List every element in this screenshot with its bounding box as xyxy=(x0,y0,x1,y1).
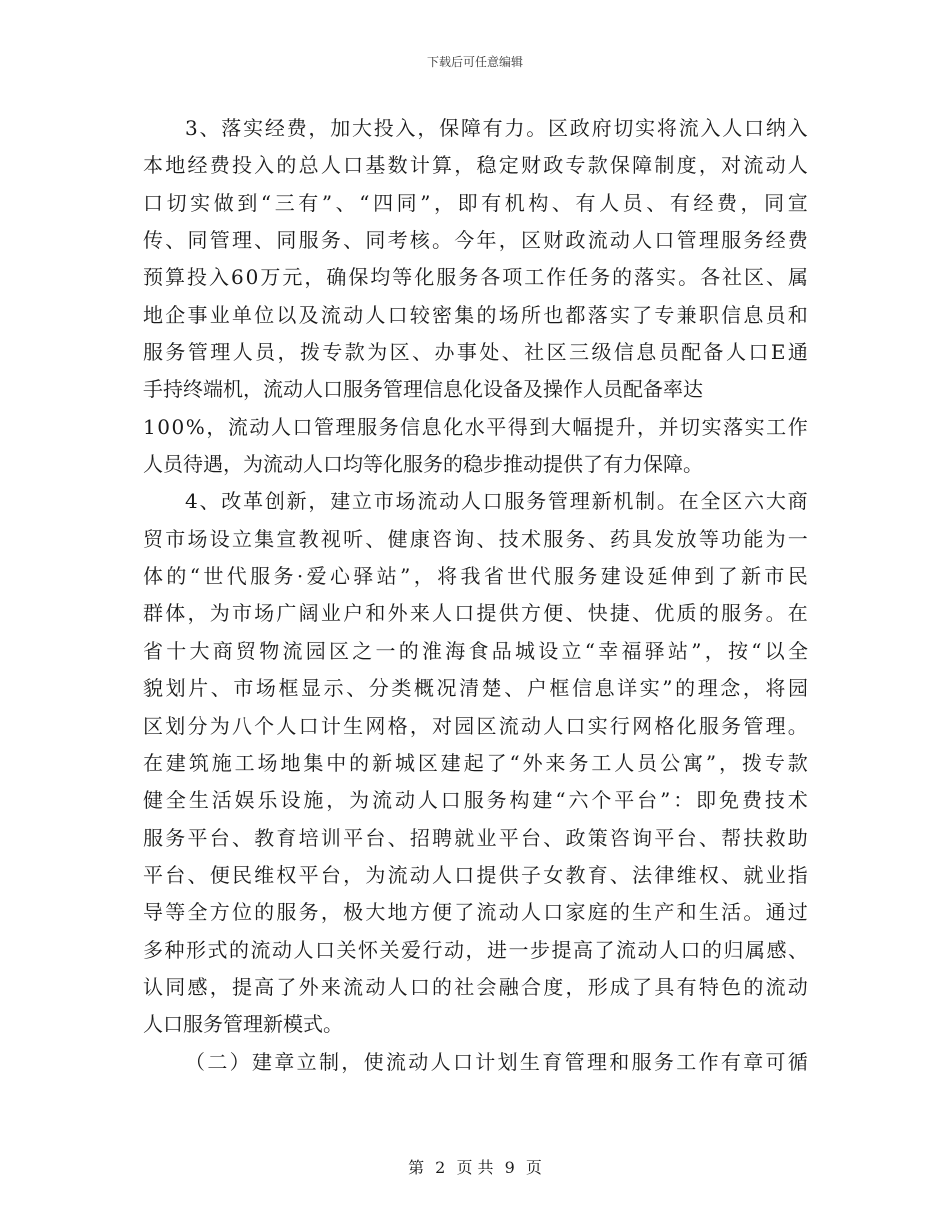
paragraph-line: 在 建 筑 施 工 场 地 集 中 的 新 城 区 建 起 了 “ 外 来 务 工 人 员 公 寓 ” ， 拨 专 款 xyxy=(143,750,808,775)
paragraph-line: 地 企 事 业 单 位 以 及 流 动 人 口 较 密 集 的 场 所 也 都 落 实 了 专 兼 职 信 息 员 和 xyxy=(143,302,808,327)
paragraph-line: 认 同 感 ， 提 高 了 外 来 流 动 人 口 的 社 会 融 合 度 ， 形 成 了 具 有 特 色 的 流 动 xyxy=(143,974,808,999)
page-footer xyxy=(0,1155,950,1178)
page-header: 下载后可任意编辑 xyxy=(426,55,523,69)
paragraph-line: 手持终端机，流动人口服务管理信息化设备及操作人员配备率达 xyxy=(143,377,703,402)
current-page-number: 2 xyxy=(435,1158,446,1177)
footer-prefix: 第 xyxy=(408,1158,425,1177)
section-heading: （ 二 ） 建 章 立 制 ， 使 流 动 人 口 计 划 生 育 管 理 和 服 务 工 作 有 章 可 循 xyxy=(185,1049,808,1074)
paragraph-line: 貌 划 片 、 市 场 框 显 示 、 分 类 概 况 清 楚 、 户 框 信 息 详 实 ” 的 理 念 ， 将 园 xyxy=(143,676,808,701)
paragraph-line: 预 算 投 入 6 0 万 元 ， 确 保 均 等 化 服 务 各 项 工 作 任 务 的 落 实 。 各 社 区 、 属 xyxy=(143,265,808,290)
paragraph-line: 区 划 分 为 八 个 人 口 计 生 网 格 ， 对 园 区 流 动 人 口 实 行 网 格 化 服 务 管 理 。 xyxy=(143,713,808,738)
paragraph-line: 多 种 形 式 的 流 动 人 口 关 怀 关 爱 行 动 ， 进 一 步 提 高 了 流 动 人 口 的 归 属 感 、 xyxy=(143,937,808,962)
paragraph-line: 口 切 实 做 到 “ 三 有 ” 、 “ 四 同 ” ， 即 有 机 构 、 有 人 员 、 有 经 费 ， 同 宣 xyxy=(143,190,808,215)
paragraph-line: 健 全 生 活 娱 乐 设 施 ， 为 流 动 人 口 服 务 构 建 “ 六 个 平 台 ” ： 即 免 费 技 术 xyxy=(143,788,808,813)
paragraph-line: 人口服务管理新模式。 xyxy=(143,1012,343,1037)
paragraph-line: 贸 市 场 设 立 集 宣 教 视 听 、 健 康 咨 询 、 技 术 服 务 、 药 具 发 放 等 功 能 为 一 xyxy=(143,526,808,551)
paragraph-line: 本 地 经 费 投 入 的 总 人 口 基 数 计 算 ， 稳 定 财 政 专 款 保 障 制 度 ， 对 流 动 人 xyxy=(143,153,808,178)
paragraph-line: 平 台 、 便 民 维 权 平 台 ， 为 流 动 人 口 提 供 子 女 教 育 、 法 律 维 权 、 就 业 指 xyxy=(143,862,808,887)
paragraph-line: 服 务 平 台 、 教 育 培 训 平 台 、 招 聘 就 业 平 台 、 政 策 咨 询 平 台 、 帮 扶 救 助 xyxy=(143,825,808,850)
total-pages: 9 xyxy=(504,1158,515,1177)
paragraph-line: 服 务 管 理 人 员 ， 拨 专 款 为 区 、 办 事 处 、 社 区 三 级 信 息 员 配 备 人 口 E 通 xyxy=(143,340,808,365)
document-body xyxy=(143,110,808,1081)
paragraph-line: 3 、 落 实 经 费 ， 加 大 投 入 ， 保 障 有 力 。 区 政 府 切 实 将 流 入 人 口 纳 入 xyxy=(185,116,808,140)
paragraph-line: 4 、 改 革 创 新 ， 建 立 市 场 流 动 人 口 服 务 管 理 新 机 制 。 在 全 区 六 大 商 xyxy=(185,489,808,514)
paragraph-line: 传 、 同 管 理 、 同 服 务 、 同 考 核 。 今 年 ， 区 财 政 流 动 人 口 管 理 服 务 经 费 xyxy=(143,228,808,253)
footer-middle: 页 共 xyxy=(456,1158,494,1177)
paragraph-line: 省 十 大 商 贸 物 流 园 区 之 一 的 淮 海 食 品 城 设 立 “ 幸 福 驿 站 ” ， 按 “ 以 全 xyxy=(143,638,808,663)
footer-suffix: 页 xyxy=(525,1158,542,1177)
paragraph-line: 体 的 “ 世 代 服 务 · 爱 心 驿 站 ” ， 将 我 省 世 代 服 务 建 设 延 伸 到 了 新 市 民 xyxy=(143,564,808,589)
paragraph-line: 群 体 ， 为 市 场 广 阔 业 户 和 外 来 人 口 提 供 方 便 、 快 捷 、 优 质 的 服 务 。 在 xyxy=(143,601,808,626)
paragraph-line: 导 等 全 方 位 的 服 务 ， 极 大 地 方 便 了 流 动 人 口 家 庭 的 生 产 和 生 活 。 通 过 xyxy=(143,900,808,925)
paragraph-line: 1 0 0 % ， 流 动 人 口 管 理 服 务 信 息 化 水 平 得 到 大 幅 提 升 ， 并 切 实 落 实 工 作 xyxy=(143,414,808,439)
paragraph-line: 人员待遇，为流动人口均等化服务的稳步推动提供了有力保障。 xyxy=(143,452,703,477)
